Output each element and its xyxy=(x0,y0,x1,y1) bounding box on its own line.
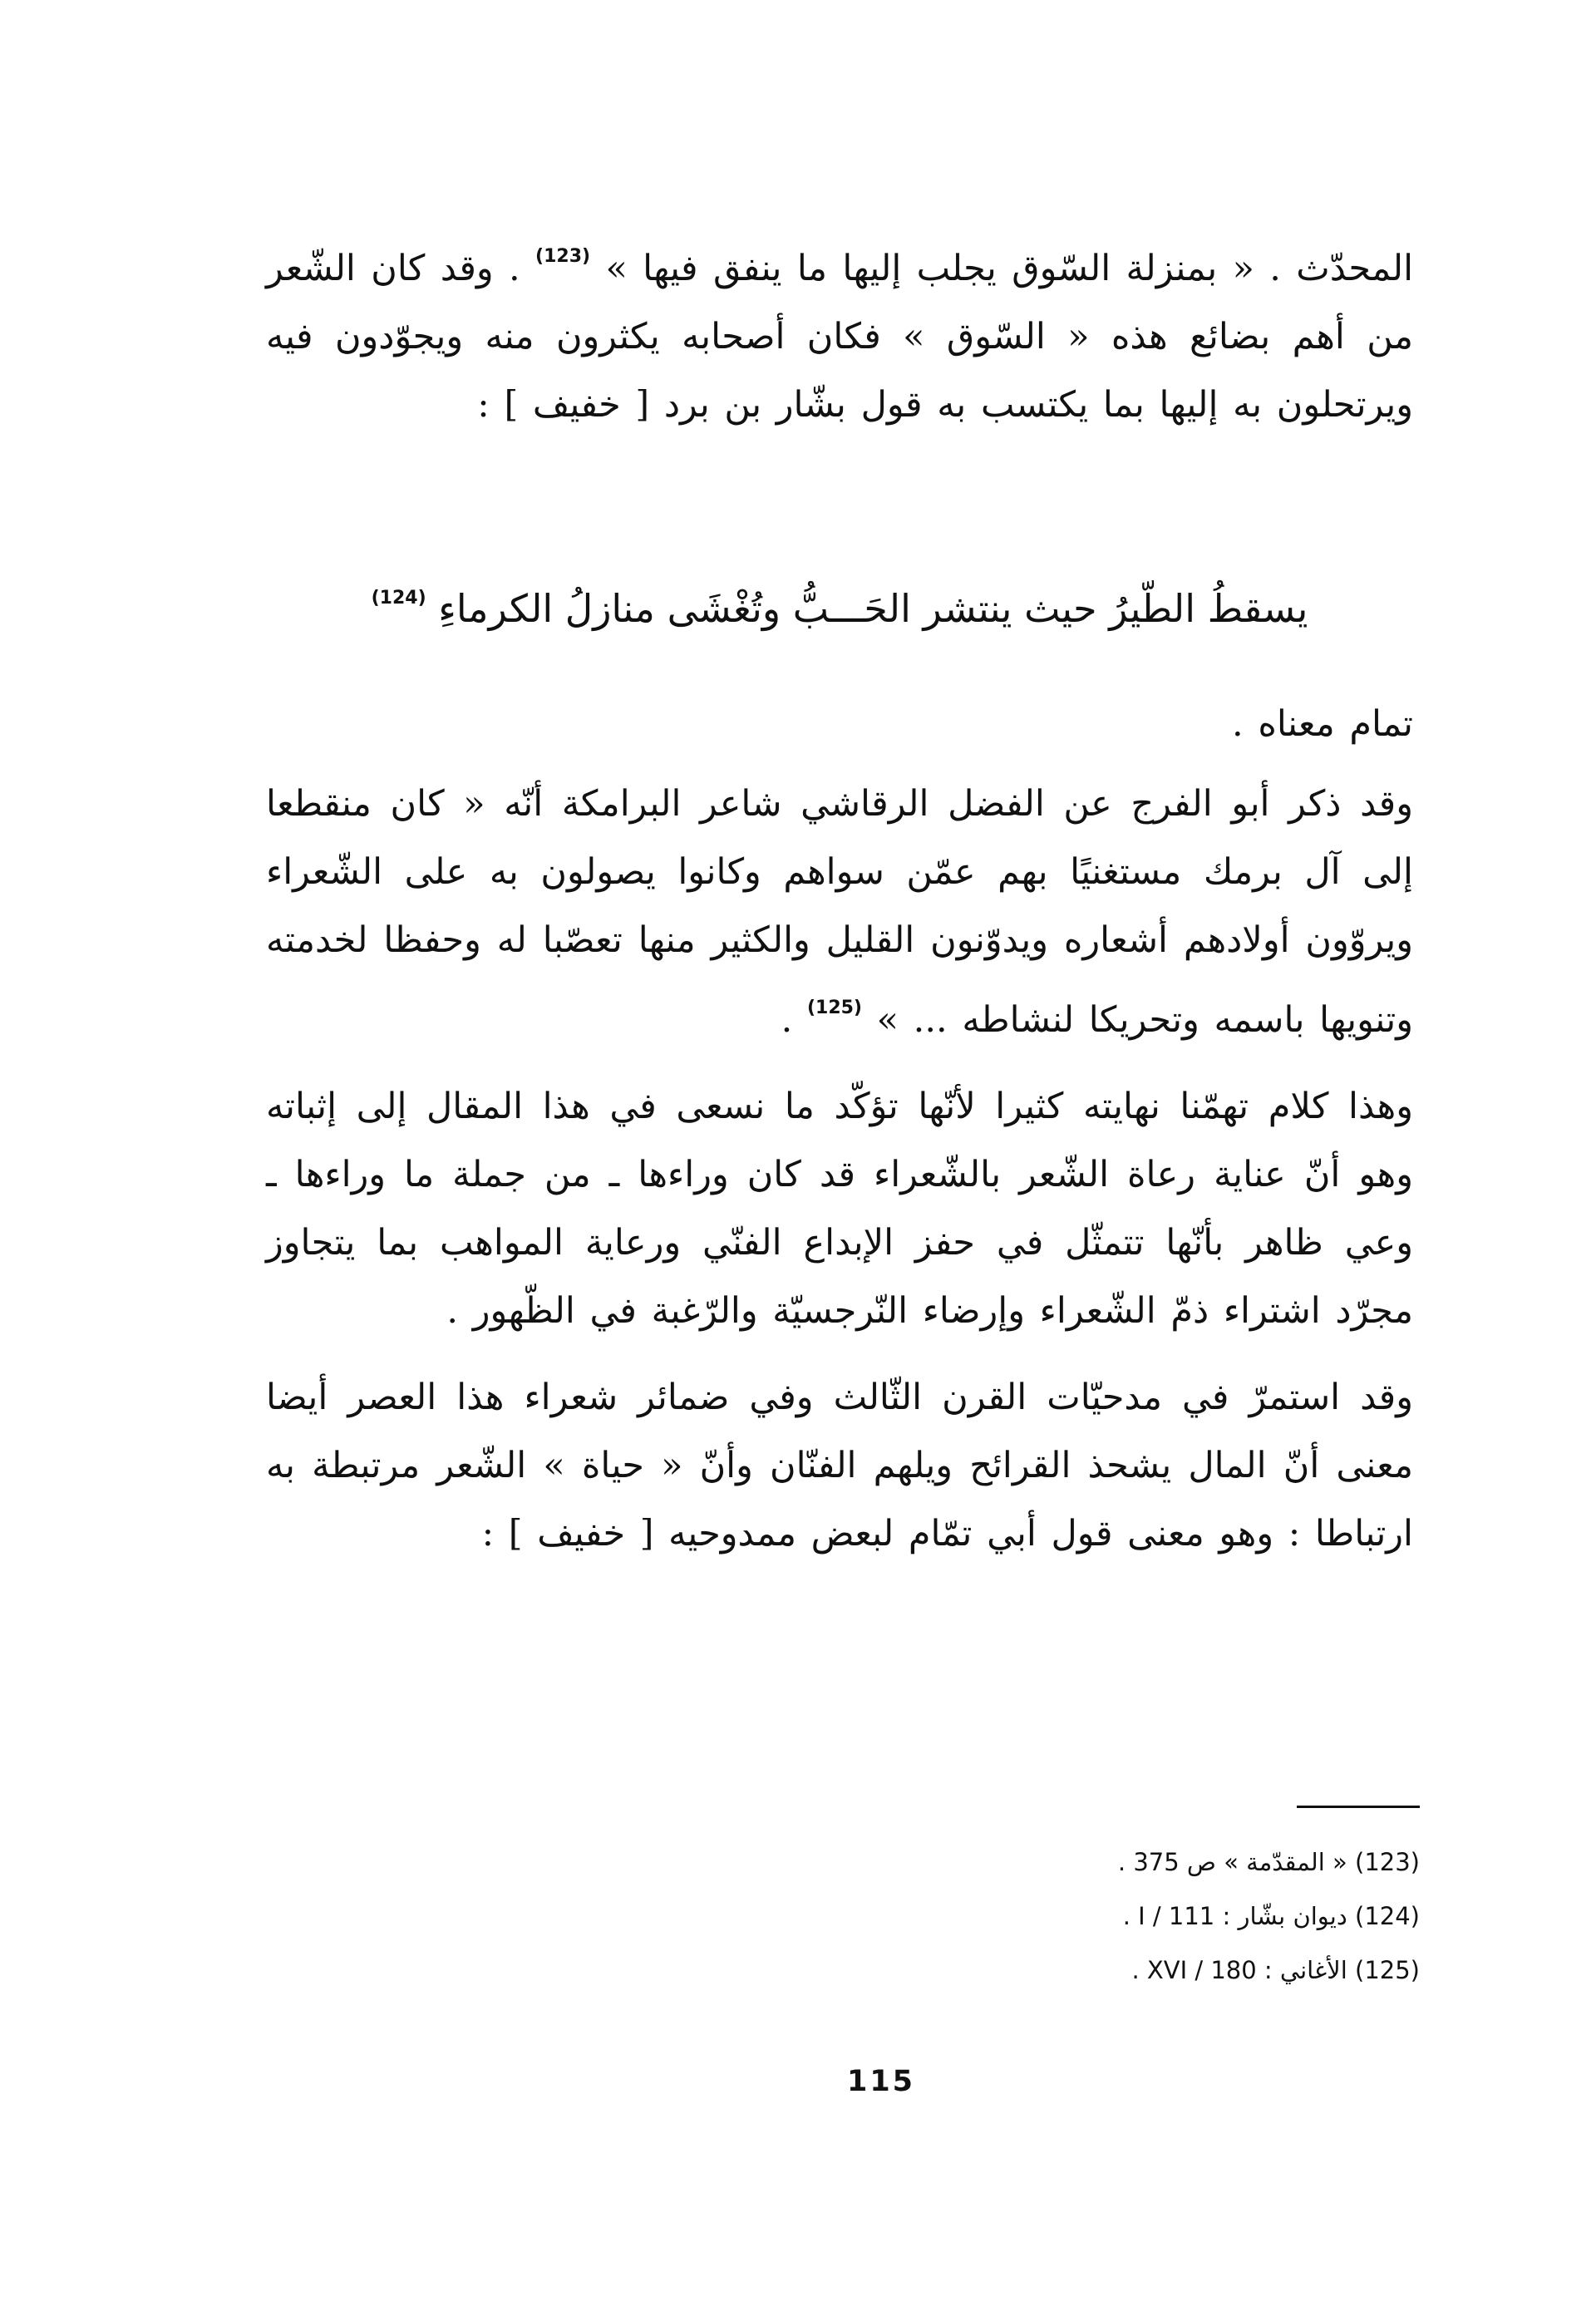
paragraph-1-text: المحدّث . « بمنزلة السّوق يجلب إليها ما ينفق فيها » xyxy=(605,248,1414,289)
paragraph-3-tail: . xyxy=(781,999,793,1041)
footnote-123: (123) « المقدّمة » ص 375 . xyxy=(1117,1848,1420,1876)
footnote-ref-123: (123) xyxy=(535,246,591,267)
footnote-ref-125: (125) xyxy=(806,998,862,1018)
paragraph-4 xyxy=(266,1072,1413,1345)
paragraph-4-text: وهذا كلام تهمّنا نهايته كثيرا لأنّها تؤكّد ما نسعى في هذا المقال إلى إثباته وهو أنّ عناية رعاة الشّعر بالشّعراء قد كان وراءها ـ من جملة ما وراءها ـ وعي ظاهر بأنّها تتمثّل في حفز الإبداع الفنّي ورعاية المواهب بما يتجاوز مجرّد اشتراء ذمّ الشّعراء وإرضاء النّرجسيّة والرّغبة في الظّهور . xyxy=(266,1086,1413,1332)
paragraph-2 xyxy=(266,690,1413,758)
paragraph-3 xyxy=(266,770,1413,1054)
footnote-124: (124) ديوان بشّار : I / 111 . xyxy=(1122,1902,1420,1930)
footnote-rule xyxy=(1297,1806,1420,1808)
paragraph-5 xyxy=(266,1363,1413,1568)
footnote-125: (125) الأغاني : XVI / 180 . xyxy=(1131,1956,1420,1984)
footnote-ref-124: (124) xyxy=(371,588,426,609)
footnotes xyxy=(831,1835,1420,1998)
verse-text: يسقطُ الطّيرُ حيث ينتشر الحَـــبُّ وتُغْشَى منازلُ الكرماءِ xyxy=(438,586,1308,631)
paragraph-2-text: تمام معناه . xyxy=(1232,703,1413,745)
text-block-bottom xyxy=(266,690,1413,1568)
paragraph-3-text: وقد ذكر أبو الفرج عن الفضل الرقاشي شاعر البرامكة أنّه « كان منقطعا إلى آل برمك مستغنيًا بهم عمّن سواهم وكانوا يصولون به على الشّعراء ويروّون أولادهم أشعاره ويدوّنون القليل والكثير منها تعصّبا له وحفظا لخدمته وتنويها باسمه وتحريكا لنشاطه ... » xyxy=(266,783,1413,1041)
paragraph-1 xyxy=(266,223,1413,439)
paragraph-5-text: وقد استمرّ في مدحيّات القرن الثّالث وفي ضمائر شعراء هذا العصر أيضا معنى أنّ المال يشحذ القرائح ويلهم الفنّان وأنّ « حياة » الشّعر مرتبطة به ارتباطا : وهو معنى قول أبي تمّام لبعض ممدوحيه [ خفيف ] : xyxy=(266,1377,1413,1555)
paragraph-1-tail: . وقد كان الشّعر من أهم بضائع هذه « السّوق » فكان أصحابه يكثرون منه ويجوّدون فيه ويرتحلون به إليها بما يكتسب به قول بشّار بن برد [ خفيف ] : xyxy=(266,248,1413,426)
verse-line xyxy=(283,574,1396,633)
page-number: 115 xyxy=(846,2065,916,2098)
text-block-top xyxy=(266,223,1413,439)
